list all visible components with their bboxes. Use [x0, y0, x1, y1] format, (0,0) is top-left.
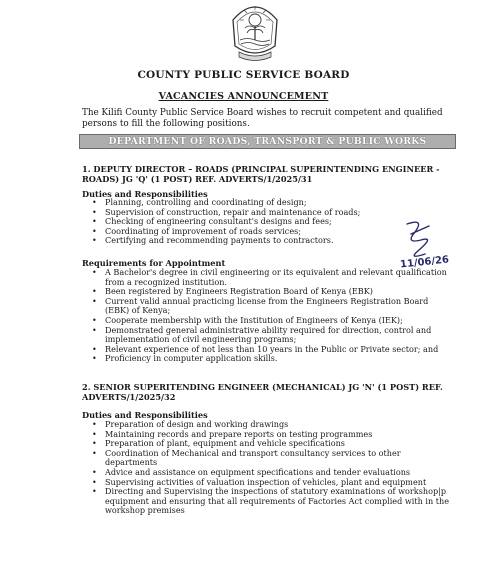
list-item: • Checking of engineering consultant's designs and fees;: [90, 217, 450, 227]
position-1-duties-heading: Duties and Responsibilities: [82, 189, 208, 199]
list-item: • Maintaining records and prepare reports on testing programmes: [90, 430, 450, 440]
list-item: • Been registered by Engineers Registration Board of Kenya (EBK): [90, 287, 450, 297]
list-item: • Planning, controlling and coordinating of design;: [90, 198, 450, 208]
intro-paragraph: The Kilifi County Public Service Board wishes to recruit competent and qualified persons to fill the following positions.: [82, 108, 443, 129]
position-1-requirements-heading: Requirements for Appointment: [82, 258, 226, 268]
list-item: • Supervision of construction, repair and maintenance of roads;: [90, 208, 450, 218]
county-seal-emblem: [227, 0, 283, 62]
list-item: • Preparation of design and working drawings: [90, 420, 450, 430]
list-item: • Proficiency in computer application skills.: [90, 354, 450, 364]
list-item: • A Bachelor's degree in civil engineering or its equivalent and relevant qualification from a recognized institution.: [90, 268, 450, 287]
list-item: • Supervising activities of valuation inspection of vehicles, plant and equipment: [90, 478, 450, 488]
position-1-requirements-list: [90, 268, 450, 364]
list-item: • Certifying and recommending payments to contractors.: [90, 236, 450, 246]
position-2-title: 2. SENIOR SUPERITENDING ENGINEER (MECHANICAL) JG 'N' (1 POST) REF. ADVERTS/1/2025/32: [82, 382, 443, 402]
department-banner: DEPARTMENT OF ROADS, TRANSPORT & PUBLIC WORKS: [79, 134, 456, 149]
list-item: • Preparation of plant, equipment and vehicle specifications: [90, 439, 450, 449]
list-item: • Directing and Supervising the inspections of statutory examinations of workshop|p equipment and ensuring that all requirements of Factories Act complied with in the workshop premises: [90, 487, 450, 516]
list-item: • Demonstrated general administrative ability required for direction, control and implementation of civil engineering programs;: [90, 326, 450, 345]
list-item: • Coordinating of improvement of roads services;: [90, 227, 450, 237]
board-title: COUNTY PUBLIC SERVICE BOARD: [137, 69, 350, 81]
announcement-title: VACANCIES ANNOUNCEMENT: [158, 91, 329, 102]
list-item: • Coordination of Mechanical and transport consultancy services to other departments: [90, 449, 450, 468]
list-item: • Relevant experience of not less than 10 years in the Public or Private sector; and: [90, 345, 450, 355]
list-item: • Advice and assistance on equipment specifications and tender evaluations: [90, 468, 450, 478]
signature-date: 11/06/26: [399, 254, 450, 271]
position-2-duties-heading: Duties and Responsibilities: [82, 410, 208, 420]
list-item: • Current valid annual practicing license from the Engineers Registration Board (EBK) of Kenya;: [90, 297, 450, 316]
position-1-title: 1. DEPUTY DIRECTOR – ROADS (PRINCIPAL SUPERINTENDING ENGINEER - ROADS) JG 'Q' (1 POST) REF. ADVERTS/1/2025/31: [82, 164, 440, 184]
list-item: • Cooperate membership with the Institution of Engineers of Kenya (IEK);: [90, 316, 450, 326]
position-2-duties-list: [90, 420, 450, 516]
